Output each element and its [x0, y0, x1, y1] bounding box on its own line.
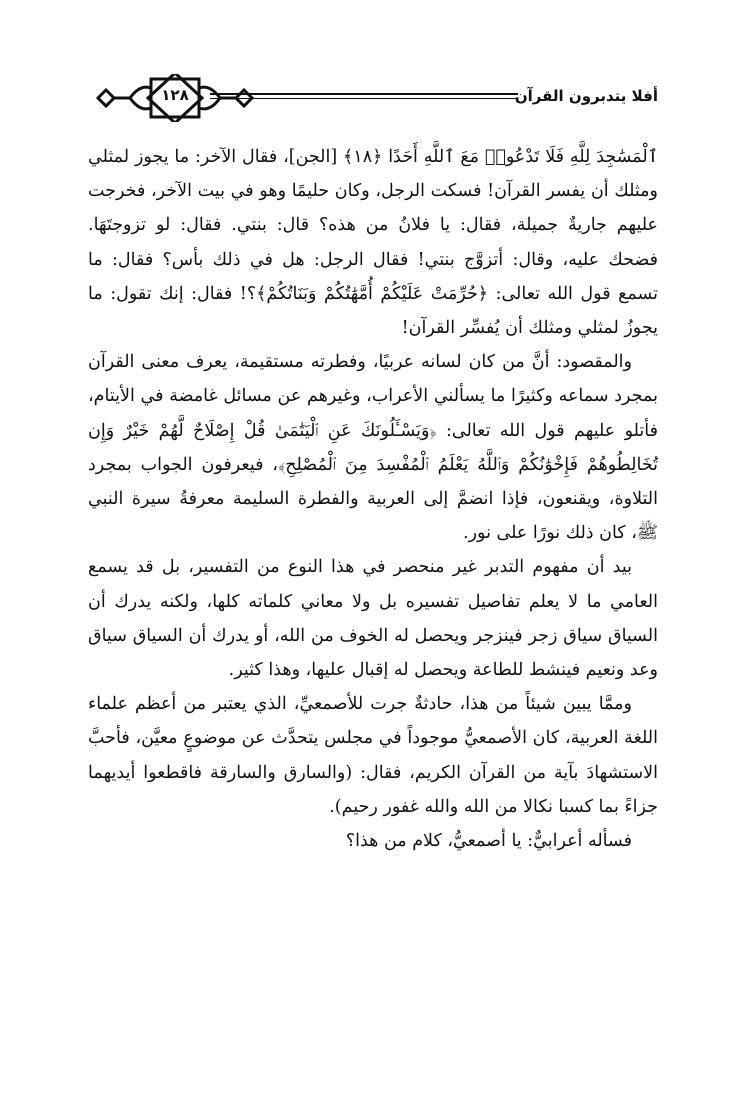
page-header	[90, 74, 658, 122]
header-rule	[210, 93, 518, 99]
page-body	[88, 140, 658, 858]
paragraph-3: بيد أن مفهوم التدبر غير منحصر في هذا النوع من التفسير، بل قد يسمع العامي ما لا يعلم تفاصيل تفسيره بل ولا معاني كلماته كلها، ولكنه يدرك أن السياق سياق زجر فينزجر ويحصل له الخوف من الله، أو يدرك أن السياق سياق وعد ونعيم فينشط للطاعة ويحصل له إقبال عليها، وهذا كثير.	[88, 557, 658, 681]
paragraph-2: والمقصود: أنَّ من كان لسانه عربيًا، وفطرته مستقيمة، يعرف معنى القرآن بمجرد سماعه وكثيرًا ما يسألني الأعراب، وغيرهم عن مسائل غامضة في الأيتام، فأتلو عليهم قول الله تعالى: ﴿وَيَسْـَٔلُونَكَ عَنِ ٱلْيَتَٰمَىٰ قُلْ إِصْلَاحٌ لَّهُمْ خَيْرٌ وَإِن تُخَالِطُوهُمْ فَإِخْوَٰنُكُمْ وَٱللَّهُ يَعْلَمُ ٱلْمُفْسِدَ مِنَ ٱلْمُصْلِحِ﴾، فيعرفون الجواب بمجرد التلاوة، ويقنعون، فإذا انضمَّ إلى العربية والفطرة السليمة معرفةُ سيرة النبي ﷺ، كان ذلك نورًا على نور.	[88, 352, 658, 544]
running-title: أفلا يتدبرون القرآن	[514, 87, 658, 105]
page-number: ١٢٨	[161, 86, 189, 104]
paragraph-4: وممَّا يبين شيئاً من هذا، حادثةٌ جرت للأصمعيِّ، الذي يعتبر من أعظم علماء اللغة العربية، كان الأصمعيُّ موجوداً في مجلس يتحدَّث عن موضوعٍ معيَّن، فأحبَّ الاستشهادَ بآية من القرآن الكريم، فقال: (والسارق والسارقة فاقطعوا أيديهما جزاءً بما كسبا نكالا من الله والله غفور رحيم).	[88, 694, 658, 817]
paragraph-1: ٱلْمَسَٰجِدَ لِلَّهِ فَلَا تَدْعُوا۟ مَعَ ٱللَّهِ أَحَدًا ﴿١٨﴾ [الجن]، فقال الآخر: ما يجوز لمثلي ومثلك أن يفسر القرآن! فسكت الرجل، وكان حليمًا وهو في بيت الآخر، فخرجت عليهم جاريةٌ جميلة، فقال: يا فلانُ من هذه؟ قال: بنتي. فقال: لو تزوجتَهَا. فضحك عليه، وقال: أتزوَّج بنتي! فقال الرجل: هل في ذلك بأس؟ فقال: ما تسمع قول الله تعالى: ﴿حُرِّمَتْ عَلَيْكُمْ أُمَّهَٰتُكُمْ وَبَنَاتُكُمْ﴾؟! فقال: إنك تقول: ما يجوزُ لمثلي ومثلك أن يُفسِّر القرآن!	[88, 147, 658, 339]
paragraph-5: فسأله أعرابيٌّ: يا أصمعيُّ، كلام من هذا؟	[345, 831, 632, 852]
